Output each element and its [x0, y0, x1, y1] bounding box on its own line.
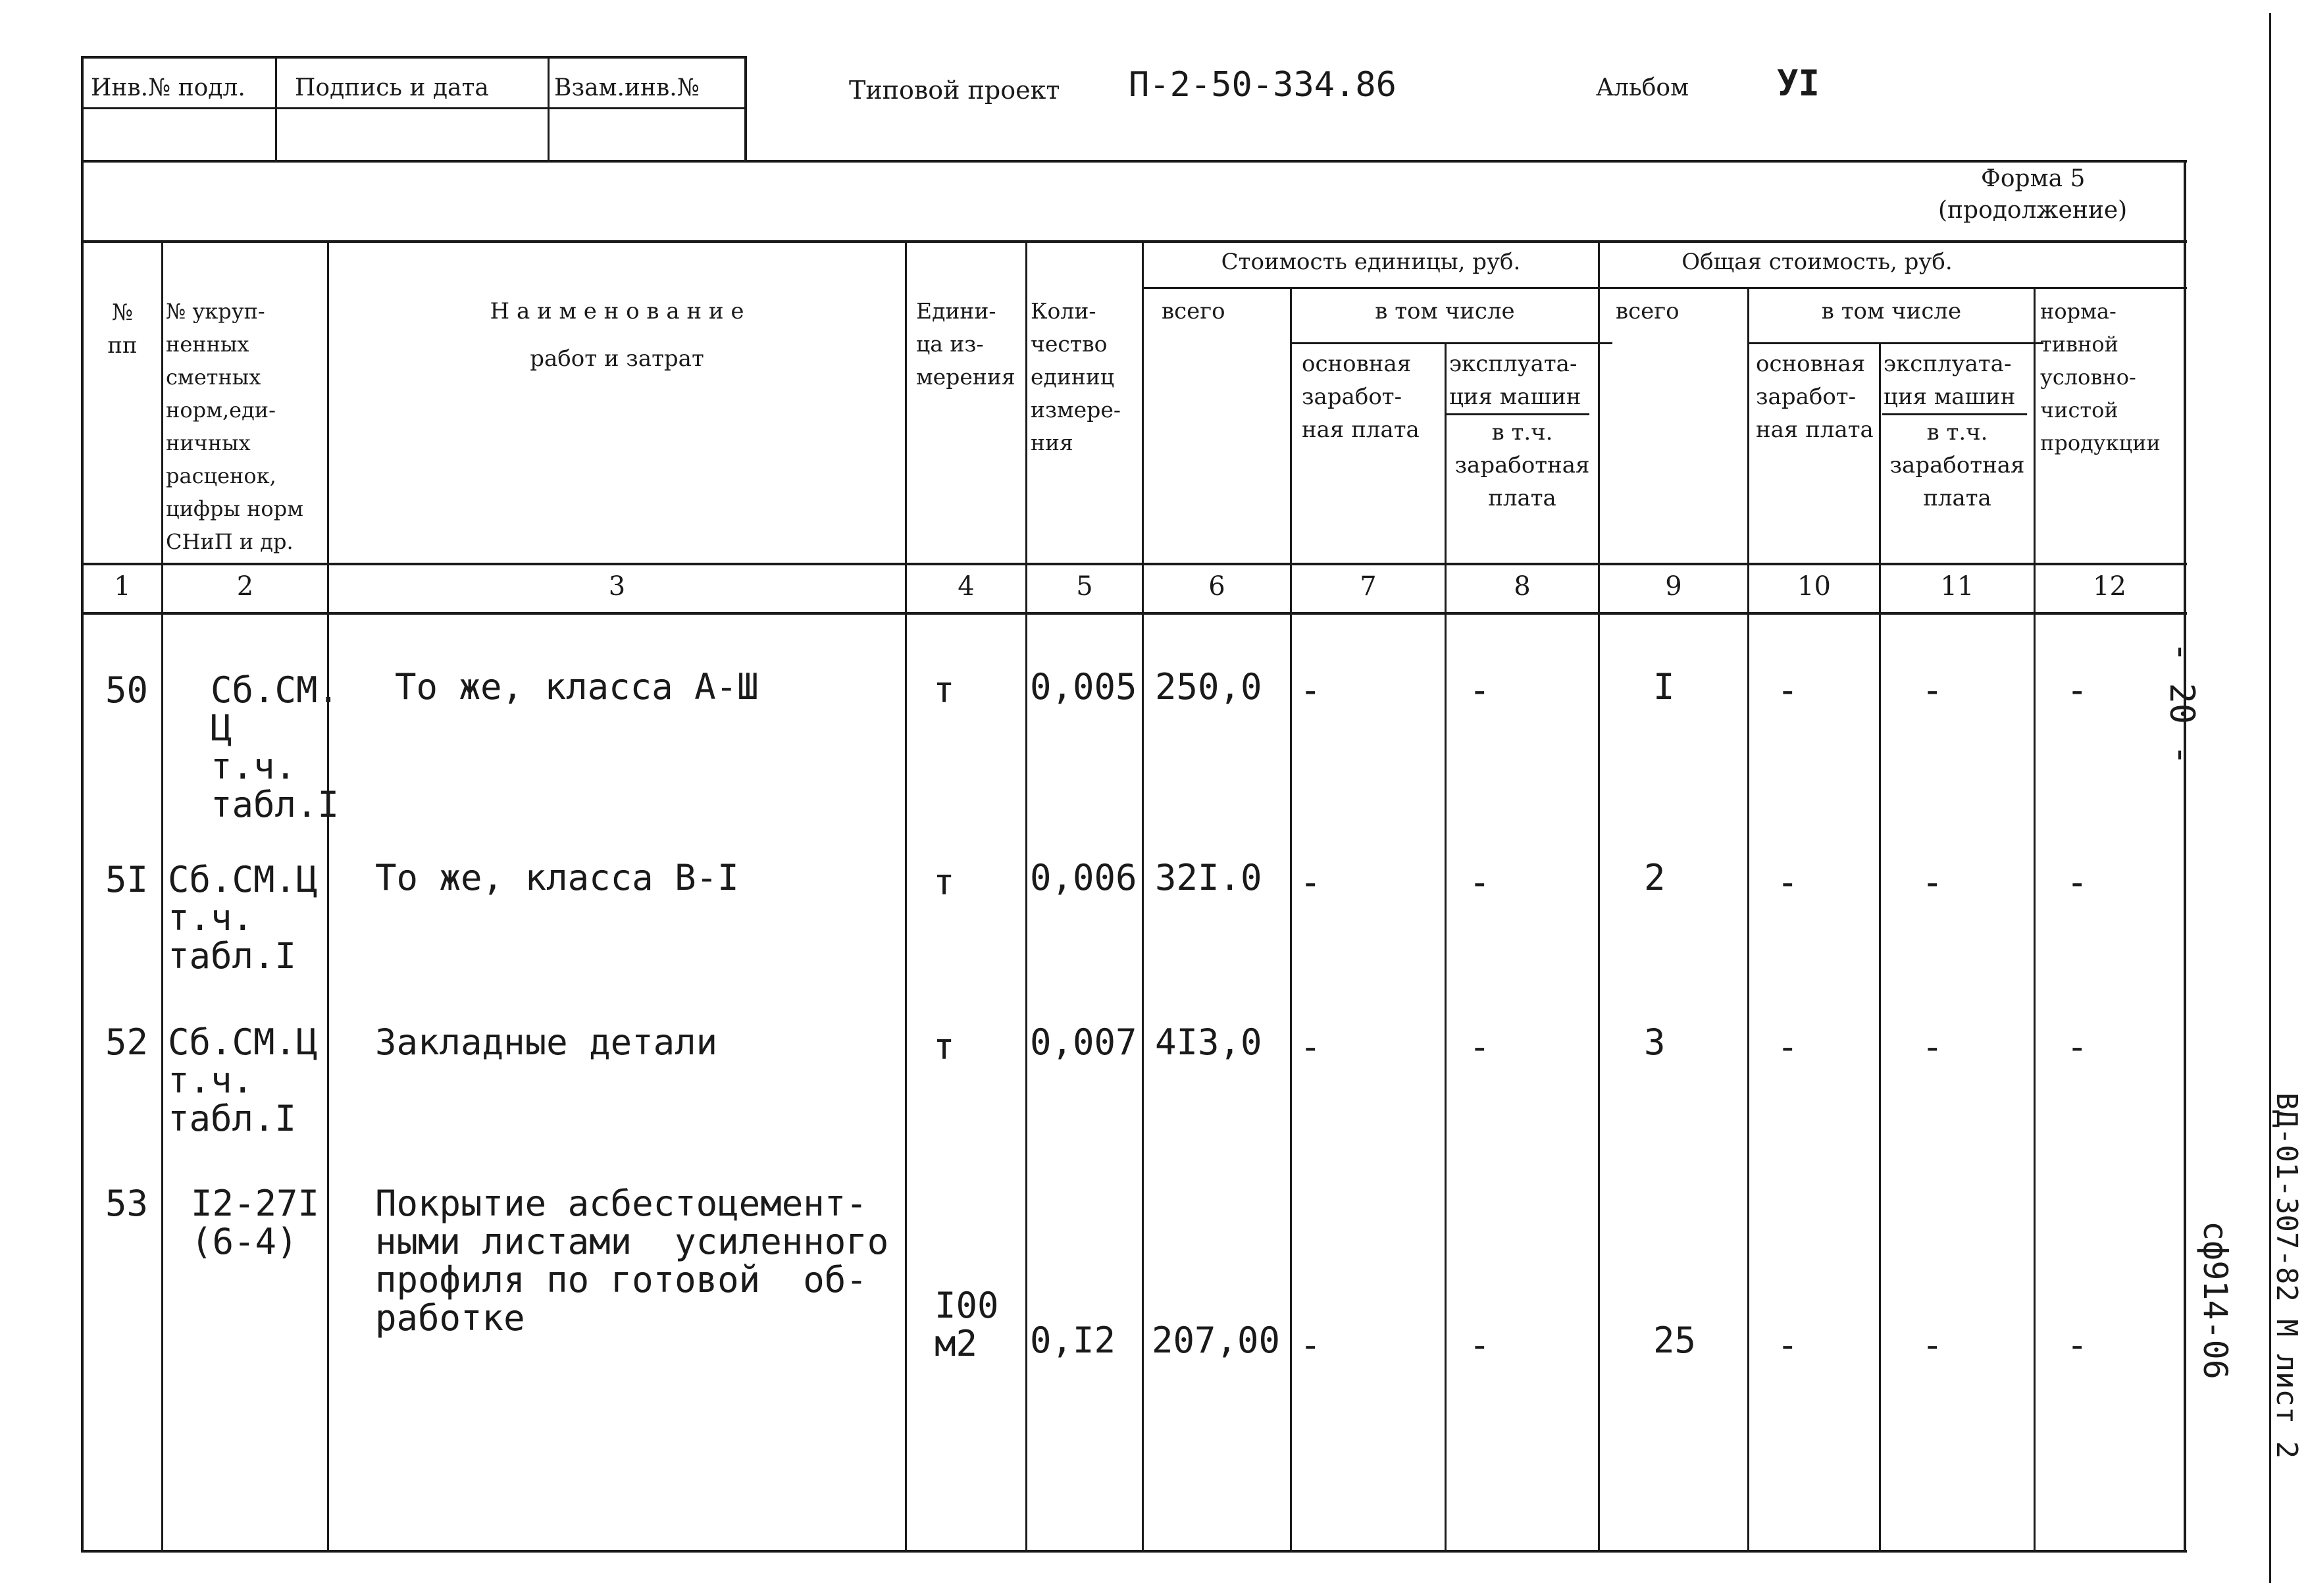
header-name-title: Н а и м е н о в а н и е	[490, 298, 744, 324]
row-quantity: 0,005	[1030, 666, 1137, 708]
row-name: То же, класса А-Ш	[395, 666, 759, 708]
column-number: 5	[1076, 571, 1093, 602]
header-row-number: № пп	[107, 299, 138, 359]
row-unit-wage: -	[1300, 669, 1321, 711]
header-unit-incl: в том числе	[1375, 298, 1515, 324]
header-total-wage: основная заработ- ная плата	[1756, 351, 1874, 443]
header-unit: Едини- ца из- мерения	[916, 298, 1015, 390]
sheet-reference: ВД-01-307-82 М лист 2	[2270, 1093, 2303, 1459]
row-total: 2	[1644, 857, 1666, 898]
row-normative-product: -	[2066, 1026, 2088, 1068]
row-unit: т	[933, 862, 955, 903]
row-norm-code: Сб.СМ.Ц т.ч. табл.I	[168, 1021, 318, 1139]
row-unit-wage: -	[1300, 1324, 1321, 1366]
header-unit-total: всего	[1162, 298, 1225, 324]
form-subtitle: (продолжение)	[1938, 197, 2128, 224]
row-unit-total: 250,0	[1155, 666, 1262, 708]
album-number: УI	[1777, 63, 1820, 104]
row-unit-wage: -	[1300, 1026, 1321, 1068]
row-total-wage: -	[1777, 1026, 1799, 1068]
column-number: 7	[1360, 571, 1377, 602]
row-name: То же, класса В-I	[375, 857, 739, 898]
row-number: 50	[105, 669, 149, 711]
row-quantity: 0,007	[1030, 1021, 1137, 1063]
signature-date-label: Подпись и дата	[295, 74, 489, 101]
column-number: 1	[114, 571, 131, 602]
inv-number-label: Инв.№ подл.	[91, 74, 245, 101]
row-number: 5I	[105, 859, 149, 900]
row-unit: т	[933, 1026, 955, 1068]
row-normative-product: -	[2066, 669, 2088, 711]
column-number: 6	[1208, 571, 1225, 602]
header-total-cost-group: Общая стоимость, руб.	[1681, 249, 1953, 275]
column-number: 10	[1797, 571, 1831, 602]
row-unit-machine: -	[1469, 1026, 1491, 1068]
header-name-subtitle: работ и затрат	[530, 346, 704, 372]
row-quantity: 0,I2	[1030, 1320, 1116, 1361]
column-number: 11	[1940, 571, 1974, 602]
form-title: Форма 5	[1981, 165, 2086, 192]
row-norm-code: Сб.СМ.Ц т.ч. табл.I	[168, 859, 318, 977]
row-normative-product: -	[2066, 862, 2088, 903]
project-type-label: Типовой проект	[849, 76, 1060, 105]
row-norm-code: I2-27I (6-4)	[191, 1183, 320, 1262]
row-total-machine: -	[1922, 862, 1943, 903]
row-total-machine: -	[1922, 669, 1943, 711]
row-total-wage: -	[1777, 862, 1799, 903]
header-unit-wage: основная заработ- ная плата	[1302, 351, 1420, 443]
row-normative-product: -	[2066, 1324, 2088, 1366]
row-number: 52	[105, 1021, 149, 1063]
row-unit-total: 32I.0	[1155, 857, 1262, 898]
row-unit: т	[933, 669, 955, 711]
replacement-inv-label: Взам.инв.№	[554, 74, 700, 101]
header-normative-product: норма- тивной условно- чистой продукции	[2040, 299, 2161, 455]
column-number: 9	[1665, 571, 1682, 602]
row-name: Покрытие асбестоцемент- ными листами усиленного профиля по готовой об- работке	[375, 1183, 889, 1339]
row-unit-machine: -	[1469, 862, 1491, 903]
column-number: 4	[958, 571, 975, 602]
row-number: 53	[105, 1183, 149, 1224]
header-total-total: всего	[1616, 298, 1680, 324]
project-code: П-2-50-334.86	[1129, 65, 1397, 105]
row-name: Закладные детали	[375, 1021, 718, 1063]
column-number: 3	[608, 571, 626, 602]
column-number: 2	[236, 571, 254, 602]
row-unit-wage: -	[1300, 862, 1321, 903]
header-unit-cost-group: Стоимость единицы, руб.	[1221, 249, 1521, 275]
row-total-machine: -	[1922, 1324, 1943, 1366]
column-number: 12	[2093, 571, 2126, 602]
header-total-machine: эксплуата- ция машин	[1884, 351, 2016, 410]
row-unit-total: 4I3,0	[1155, 1021, 1262, 1063]
row-total-wage: -	[1777, 1324, 1799, 1366]
row-unit: I00 м2	[935, 1285, 999, 1364]
header-norm-code: № укруп- ненных сметных норм,еди- ничных расценок, цифры норм СНиП и др.	[166, 299, 304, 554]
album-label: Альбом	[1596, 74, 1689, 101]
row-total: 25	[1653, 1320, 1697, 1361]
header-unit-machine: эксплуата- ция машин	[1449, 351, 1581, 410]
header-total-machine-wage: в т.ч. заработная плата	[1889, 419, 2025, 511]
row-unit-machine: -	[1469, 1324, 1491, 1366]
header-quantity: Коли- чество единиц измере- ния	[1031, 298, 1121, 455]
row-total: 3	[1644, 1021, 1666, 1063]
row-total-wage: -	[1777, 669, 1799, 711]
document-code: сф914-06	[2196, 1221, 2234, 1379]
column-number: 8	[1514, 571, 1531, 602]
header-total-incl: в том числе	[1821, 298, 1962, 324]
page-number: - 20 -	[2162, 642, 2201, 765]
row-unit-total: 207,00	[1152, 1320, 1281, 1361]
row-quantity: 0,006	[1030, 857, 1137, 898]
row-total-machine: -	[1922, 1026, 1943, 1068]
header-unit-machine-wage: в т.ч. заработная плата	[1454, 419, 1590, 511]
row-norm-code: Сб.СМ. Ц т.ч. табл.I	[211, 669, 340, 825]
row-unit-machine: -	[1469, 669, 1491, 711]
row-total: I	[1653, 666, 1675, 708]
